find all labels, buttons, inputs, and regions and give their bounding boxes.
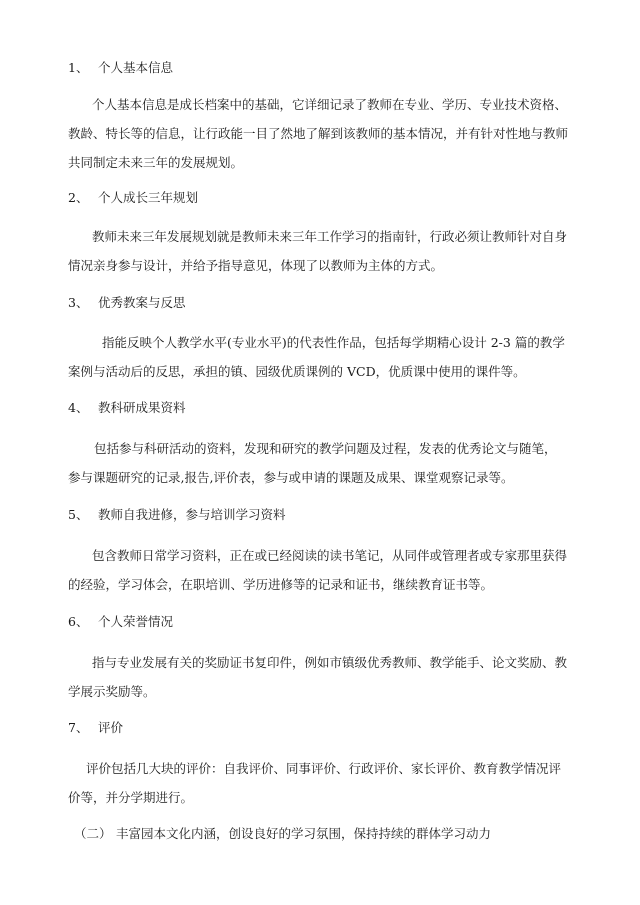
subsection-heading: [74, 826, 491, 842]
paragraph-line: 案例与活动后的反思，承担的镇、园级优质课例的 VCD，优质课中使用的课件等。: [68, 364, 526, 379]
section-paragraph-7: [68, 754, 592, 812]
paragraph-line: 包含教师日常学习资料，正在或已经阅读的读书笔记，从同伴或管理者或专家那里获得: [92, 548, 568, 563]
section-title: 个人基本信息: [98, 60, 174, 75]
paragraph-line: 个人基本信息是成长档案中的基础，它详细记录了教师在专业、学历、专业技术资格、: [92, 97, 568, 112]
section-paragraph-6: [68, 648, 592, 706]
section-title: 教科研成果资料: [98, 400, 186, 415]
section-title: 优秀教案与反思: [98, 295, 186, 310]
section-number: 1、: [68, 60, 89, 75]
section-heading-1: [68, 60, 173, 76]
section-heading-5: [68, 507, 286, 523]
section-number: 6、: [68, 614, 89, 629]
paragraph-line: 情况亲身参与设计，并给予指导意见，体现了以教师为主体的方式。: [68, 258, 444, 273]
section-number: 3、: [68, 295, 89, 310]
paragraph-line: 共同制定未来三年的发展规划。: [68, 155, 244, 170]
paragraph-line: 参与课题研究的记录,报告,评价表，参与或申请的课题及成果、课堂观察记录等。: [68, 470, 514, 485]
paragraph-line: 价等，并分学期进行。: [68, 790, 194, 805]
section-heading-3: [68, 295, 186, 311]
section-paragraph-3: [68, 328, 592, 386]
section-title: 个人成长三年规划: [98, 190, 199, 205]
paragraph-line: 学展示奖励等。: [68, 684, 156, 699]
paragraph-line: 指与专业发展有关的奖励证书复印件，例如市镇级优秀教师、教学能手、论文奖励、教: [92, 655, 568, 670]
section-number: 2、: [68, 190, 89, 205]
section-heading-6: [68, 614, 173, 630]
paragraph-line: 教师未来三年发展规划就是教师未来三年工作学习的指南针，行政必须让教师针对自身: [92, 229, 568, 244]
section-heading-7: [68, 720, 123, 736]
paragraph-line: 指能反映个人教学水平(专业水平)的代表性作品，包括每学期精心设计 2-3 篇的教学: [102, 335, 565, 350]
paragraph-line: 的经验，学习体会，在职培训、学历进修等的记录和证书，继续教育证书等。: [68, 577, 494, 592]
section-title: 教师自我进修，参与培训学习资料: [98, 507, 286, 522]
paragraph-line: 教龄、特长等的信息，让行政能一目了然地了解到该教师的基本情况，并有针对性地与教师: [68, 126, 569, 141]
paragraph-line: 包括参与科研活动的资料，发现和研究的教学问题及过程，发表的优秀论文与随笔，: [94, 441, 557, 456]
section-number: 5、: [68, 507, 89, 522]
section-paragraph-4: [68, 434, 592, 492]
section-title: 评价: [98, 720, 124, 735]
section-heading-2: [68, 190, 198, 206]
section-heading-4: [68, 400, 186, 416]
section-title: 个人荣誉情况: [98, 614, 174, 629]
section-paragraph-5: [68, 541, 592, 599]
paragraph-line: 评价包括几大块的评价：自我评价、同事评价、行政评价、家长评价、教育教学情况评: [86, 761, 562, 776]
subsection-number: （二）: [74, 826, 112, 841]
section-paragraph-1: [68, 90, 592, 177]
section-number: 4、: [68, 400, 89, 415]
section-number: 7、: [68, 720, 89, 735]
section-paragraph-2: [68, 222, 592, 280]
subsection-title: 丰富园本文化内涵，创设良好的学习氛围，保持持续的群体学习动力: [116, 826, 492, 841]
